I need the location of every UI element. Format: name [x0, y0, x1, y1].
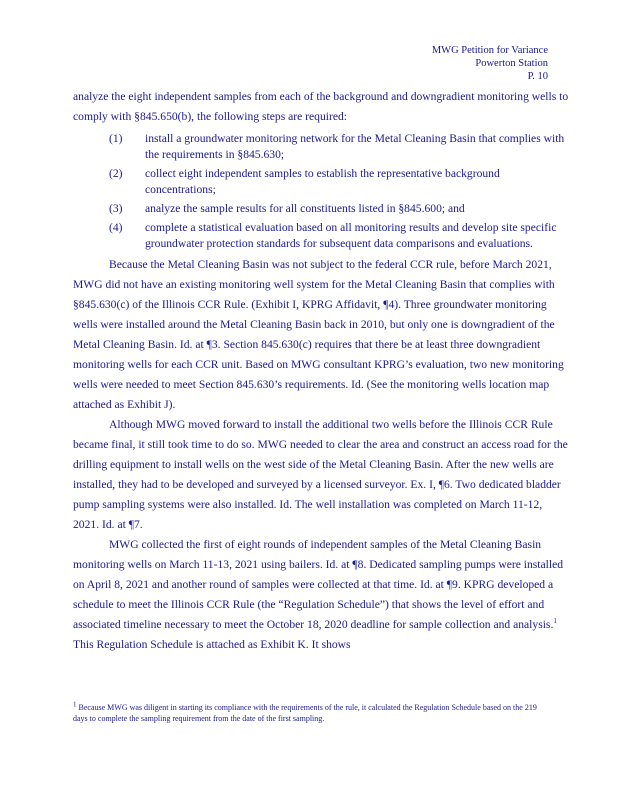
list-item: [73, 131, 571, 163]
step-text: collect eight independent samples to establish the representative background concentrations;: [145, 167, 500, 196]
page-header: [432, 44, 548, 83]
paragraph-well-installation: Although MWG moved forward to install the additional two wells before the Illinois CCR Rule became final, it still took time to do so. MWG needed to clear the area and construct an access road for the drilling equipment to install wells on the west side of the Metal Cleaning Basin. After the new wells are installed, they had to be developed and surveyed by a licensed surveyor. Ex. I, ¶6. Two dedicated bladder pump sampling systems were also installed. Id. The well installation was completed on March 11-12, 2021. Id. at ¶7.: [73, 418, 568, 531]
step-number: (1): [109, 132, 123, 145]
step-number: (2): [109, 167, 123, 180]
step-text: complete a statistical evaluation based on all monitoring results and develop site specific groundwater protection standards for subsequent data comparisons and evaluations.: [145, 221, 557, 250]
steps-list: [73, 131, 571, 252]
list-item: [73, 201, 571, 217]
paragraph-monitoring-system: Because the Metal Cleaning Basin was not subject to the federal CCR rule, before March 2021, MWG did not have an existing monitoring well system for the Metal Cleaning Basin that complies with §845.630(c) of the Illinois CCR Rule. (Exhibit I, KPRG Affidavit, ¶4). Three groundwater monitoring wells were installed around the Metal Cleaning Basin back in 2010, but only one is downgradient of the Metal Cleaning Basin. Id. at ¶3. Section 845.630(c) requires that there be at least three downgradient monitoring wells for each CCR unit. Based on MWG consultant KPRG’s evaluation, two new monitoring wells were needed to meet Section 845.630’s requirements. Id. (See the monitoring wells location map attached as Exhibit J).: [73, 258, 564, 411]
list-item: [73, 166, 571, 198]
step-text: install a groundwater monitoring network for the Metal Cleaning Basin that complies with the requirements in §845.630;: [145, 132, 565, 161]
footnote-reference: 1: [553, 617, 557, 626]
header-station: Powerton Station: [475, 58, 548, 69]
step-text: analyze the sample results for all constituents listed in §845.600; and: [145, 202, 465, 215]
footnote-text: Because MWG was diligent in starting its compliance with the requirements of the rule, it calculated the Regulation Schedule based on the 219 days to complete the sampling requirement from the date of the first sampling.: [73, 703, 537, 723]
footnote-divider: [73, 693, 203, 694]
step-number: (3): [109, 202, 123, 215]
step-number: (4): [109, 221, 123, 234]
page-number: P. 10: [527, 71, 548, 82]
paragraph-intro: analyze the eight independent samples from each of the background and downgradient monitoring wells to comply with §845.650(b), the following steps are required:: [73, 90, 569, 123]
paragraph-sampling: [73, 535, 571, 655]
footnote-mark: 1: [73, 700, 77, 709]
header-title: MWG Petition for Variance: [431, 45, 548, 56]
sampling-text-tail: This Regulation Schedule is attached as Exhibit K. It shows: [73, 638, 351, 651]
footnote: [73, 702, 551, 724]
sampling-text: MWG collected the first of eight rounds of independent samples of the Metal Cleaning Basin monitoring wells on March 11-13, 2021 using bailers. Id. at ¶8. Dedicated sampling pumps were installed on April 8, 2021 and another round of samples were collected at that time. Id. at ¶9. KPRG developed a schedule to meet the Illinois CCR Rule (the “Regulation Schedule”) that shows the level of effort and associated timeline necessary to meet the October 18, 2020 deadline for sample collection and analysis.: [73, 538, 564, 631]
document-body: [73, 87, 571, 655]
list-item: [73, 220, 571, 252]
